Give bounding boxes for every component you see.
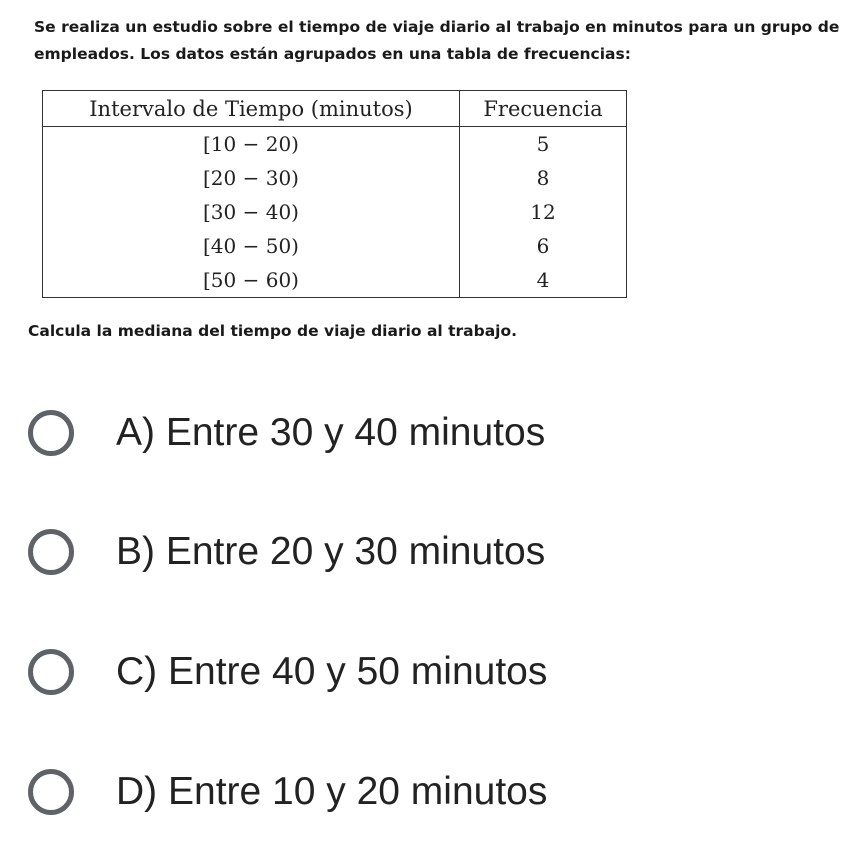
radio-circle-icon[interactable] (28, 529, 74, 575)
radio-circle-icon[interactable] (28, 649, 74, 695)
radio-circle-icon[interactable] (28, 410, 74, 456)
table-row (43, 127, 627, 162)
table-header-row (43, 91, 627, 127)
option-label: D) Entre 10 y 20 minutos (116, 770, 548, 813)
option-a[interactable] (24, 403, 545, 463)
table-row (43, 195, 627, 229)
option-d[interactable] (24, 762, 547, 822)
option-b[interactable] (24, 522, 545, 582)
frequency-cell: 8 (460, 161, 627, 195)
interval-cell: [10 − 20) (43, 127, 460, 162)
frequency-cell: 6 (460, 229, 627, 263)
prompt-text: Calcula la mediana del tiempo de viaje diario al trabajo. (28, 322, 518, 340)
table-row (43, 263, 627, 298)
table-row (43, 161, 627, 195)
frequency-table (42, 90, 627, 298)
option-label: C) Entre 40 y 50 minutos (116, 650, 548, 693)
column-header-frequency: Frecuencia (460, 91, 627, 127)
table-row (43, 229, 627, 263)
interval-cell: [30 − 40) (43, 195, 460, 229)
question-text: Se realiza un estudio sobre el tiempo de viaje diario al trabajo en minutos para un grupo de empleados. Los datos están agrupados en una tabla de frecuencias: (34, 18, 840, 63)
interval-cell: [40 − 50) (43, 229, 460, 263)
interval-cell: [20 − 30) (43, 161, 460, 195)
radio-circle-icon[interactable] (28, 769, 74, 815)
column-header-interval: Intervalo de Tiempo (minutos) (43, 91, 460, 127)
frequency-cell: 12 (460, 195, 627, 229)
option-label: A) Entre 30 y 40 minutos (116, 411, 546, 454)
frequency-cell: 4 (460, 263, 627, 298)
option-label: B) Entre 20 y 30 minutos (116, 530, 546, 573)
frequency-cell: 5 (460, 127, 627, 162)
option-c[interactable] (24, 642, 547, 702)
interval-cell: [50 − 60) (43, 263, 460, 298)
